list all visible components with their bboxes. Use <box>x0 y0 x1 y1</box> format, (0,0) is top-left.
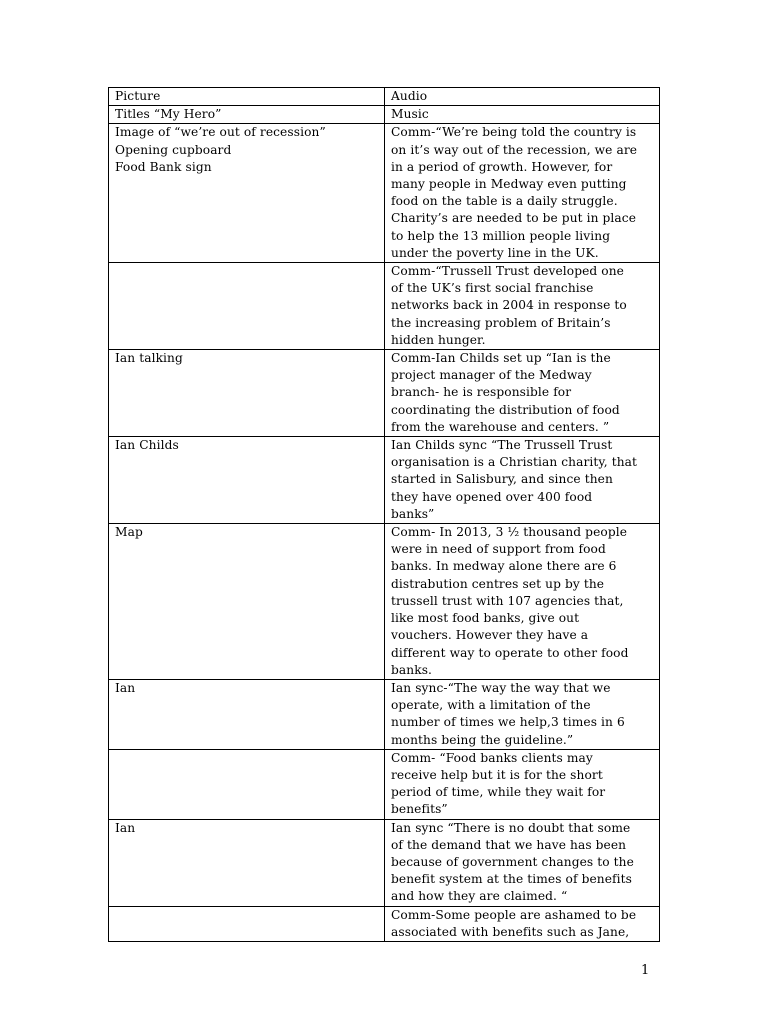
table-row <box>109 906 660 941</box>
table-row <box>109 437 660 524</box>
script-table <box>108 87 660 942</box>
audio-text-line: distrabution centres set up by the <box>391 576 605 591</box>
audio-text-line: were in need of support from food <box>391 542 606 557</box>
picture-cell <box>109 524 385 680</box>
audio-cell <box>385 124 660 263</box>
picture-cell <box>109 106 385 124</box>
header-audio: Audio <box>385 88 660 106</box>
picture-text-line: Food Bank sign <box>115 159 212 174</box>
picture-cell <box>109 350 385 437</box>
table-row <box>109 124 660 263</box>
picture-cell <box>109 437 385 524</box>
audio-cell <box>385 106 660 124</box>
picture-cell <box>109 819 385 906</box>
audio-text-line: number of times we help,3 times in 6 <box>391 715 625 730</box>
audio-text-line: of the UK’s first social franchise <box>391 281 594 296</box>
audio-text-line: started in Salisbury, and since then <box>391 472 613 487</box>
script-table-body <box>109 88 660 942</box>
audio-text-line: receive help but it is for the short <box>391 767 603 782</box>
picture-text-line: Titles “My Hero” <box>115 107 222 122</box>
table-row <box>109 263 660 350</box>
picture-cell <box>109 263 385 350</box>
picture-text-line: Image of “we’re out of recession” <box>115 125 326 140</box>
audio-text-line: food on the table is a daily struggle. <box>391 194 618 209</box>
audio-text-line: project manager of the Medway <box>391 368 592 383</box>
audio-text-line: organisation is a Christian charity, that <box>391 455 638 470</box>
picture-text-line: Map <box>115 525 143 540</box>
audio-text-line: in a period of growth. However, for <box>391 159 613 174</box>
picture-text-line: Ian Childs <box>115 438 179 453</box>
page-number: 1 <box>641 963 650 978</box>
audio-text-line: like most food banks, give out <box>391 611 580 626</box>
audio-text-line: banks. <box>391 662 433 677</box>
audio-text-line: months being the guideline.” <box>391 732 574 747</box>
audio-text-line: under the poverty line in the UK. <box>391 245 599 260</box>
table-header-row <box>109 88 660 106</box>
audio-text-line: trussell trust with 107 agencies that, <box>391 593 624 608</box>
audio-text-line: benefits” <box>391 802 448 817</box>
picture-cell <box>109 124 385 263</box>
audio-text-line: to help the 13 million people living <box>391 228 611 243</box>
audio-text-line: hidden hunger. <box>391 332 486 347</box>
audio-cell <box>385 679 660 749</box>
audio-text-line: many people in Medway even putting <box>391 177 627 192</box>
audio-text-line: and how they are claimed. “ <box>391 889 568 904</box>
table-row <box>109 524 660 680</box>
audio-text-line: on it’s way out of the recession, we are <box>391 142 638 157</box>
table-row <box>109 749 660 819</box>
audio-text-line: Ian sync “There is no doubt that some <box>391 820 631 835</box>
audio-text-line: branch- he is responsible for <box>391 385 572 400</box>
audio-text-line: they have opened over 400 food <box>391 489 593 504</box>
audio-text-line: Comm- In 2013, 3 ½ thousand people <box>391 525 628 540</box>
audio-text-line: associated with benefits such as Jane, <box>391 924 630 939</box>
table-row <box>109 106 660 124</box>
audio-cell <box>385 906 660 941</box>
audio-text-line: coordinating the distribution of food <box>391 402 620 417</box>
audio-text-line: of the demand that we have has been <box>391 837 627 852</box>
audio-text-line: Comm-“Trussell Trust developed one <box>391 264 624 279</box>
picture-text-line: Opening cupboard <box>115 142 232 157</box>
audio-cell <box>385 819 660 906</box>
table-row <box>109 350 660 437</box>
audio-text-line: networks back in 2004 in response to <box>391 298 627 313</box>
picture-cell <box>109 749 385 819</box>
picture-cell <box>109 906 385 941</box>
audio-text-line: different way to operate to other food <box>391 645 629 660</box>
audio-cell <box>385 524 660 680</box>
picture-text-line: Ian talking <box>115 351 183 366</box>
audio-text-line: Comm-“We’re being told the country is <box>391 125 637 140</box>
audio-cell <box>385 263 660 350</box>
audio-text-line: banks. In medway alone there are 6 <box>391 559 617 574</box>
audio-text-line: operate, with a limitation of the <box>391 698 591 713</box>
audio-text-line: from the warehouse and centers. ” <box>391 419 610 434</box>
audio-text-line: Ian sync-“The way the way that we <box>391 680 611 695</box>
picture-text-line: Ian <box>115 680 136 695</box>
audio-text-line: Comm-Some people are ashamed to be <box>391 907 637 922</box>
audio-text-line: the increasing problem of Britain’s <box>391 315 611 330</box>
audio-text-line: vouchers. However they have a <box>391 628 589 643</box>
audio-text-line: because of government changes to the <box>391 854 634 869</box>
audio-text-line: Comm- “Food banks clients may <box>391 750 593 765</box>
audio-cell <box>385 749 660 819</box>
header-picture: Picture <box>109 88 385 106</box>
audio-text-line: period of time, while they wait for <box>391 785 606 800</box>
audio-cell <box>385 437 660 524</box>
picture-text-line: Ian <box>115 820 136 835</box>
audio-text-line: Comm-Ian Childs set up “Ian is the <box>391 351 611 366</box>
audio-cell <box>385 350 660 437</box>
table-row <box>109 679 660 749</box>
audio-text-line: benefit system at the times of benefits <box>391 872 633 887</box>
audio-text-line: Ian Childs sync “The Trussell Trust <box>391 438 613 453</box>
audio-text-line: Charity’s are needed to be put in place <box>391 211 637 226</box>
picture-cell <box>109 679 385 749</box>
audio-text-line: banks” <box>391 506 435 521</box>
audio-text-line: Music <box>391 107 429 122</box>
table-row <box>109 819 660 906</box>
